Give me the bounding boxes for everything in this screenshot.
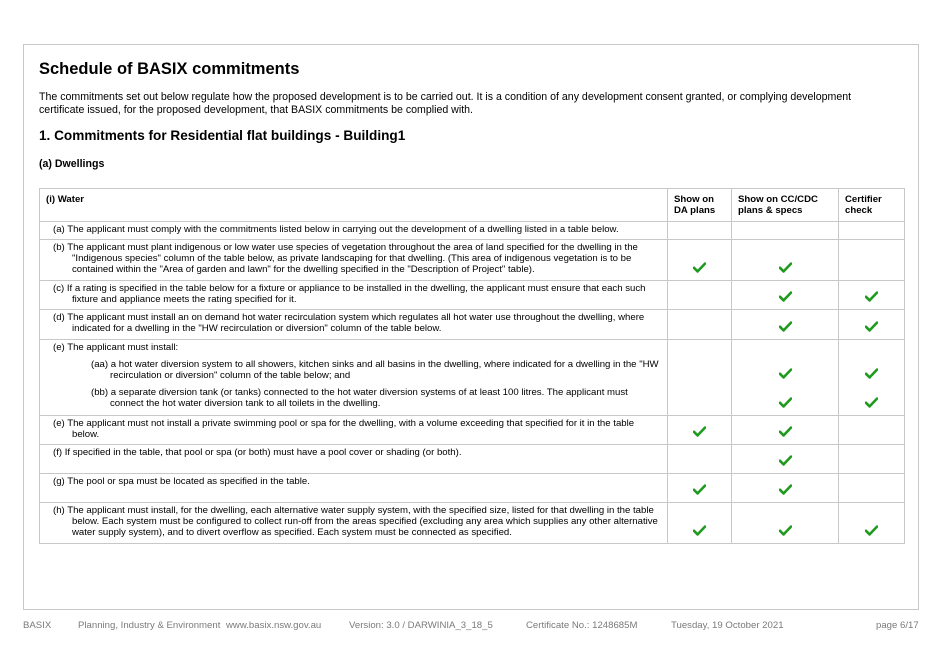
header-certifier: Certifier check xyxy=(839,189,905,222)
row-text: (g) The pool or spa must be located as specified in the table. xyxy=(53,476,310,487)
footer-website[interactable]: www.basix.nsw.gov.au xyxy=(226,620,322,631)
row-text: (f) If specified in the table, that pool or spa (or both) must have a pool cover or shading (or both). xyxy=(53,447,462,458)
footer-brand: BASIX xyxy=(23,620,52,631)
commitments-table xyxy=(39,188,905,544)
check-icon xyxy=(779,321,792,332)
row-text: (a) The applicant must comply with the commitments listed below in carrying out the development of a dwelling listed in a table below. xyxy=(53,224,619,235)
check-icon xyxy=(779,397,792,408)
check-icon xyxy=(779,525,792,536)
check-icon xyxy=(865,321,878,332)
table-row xyxy=(40,222,905,240)
table-header-row xyxy=(40,189,905,222)
row-text: (d) The applicant must install an on demand hot water recirculation system which regulates all hot water use throughout the dwelling, where indicated for a dwelling in the "HW recirculation or diversion" column of the table below. xyxy=(53,312,645,334)
check-icon xyxy=(865,291,878,302)
check-icon xyxy=(779,291,792,302)
header-cc-cdc: Show on CC/CDC plans & specs xyxy=(732,189,839,222)
check-icon xyxy=(693,426,706,437)
table-row xyxy=(40,281,905,310)
check-icon xyxy=(865,368,878,379)
check-icon xyxy=(865,397,878,408)
row-subitem-aa: (aa) a hot water diversion system to all showers, kitchen sinks and all basins in the dwelling, where indicated for a dwelling in the "HW recirculation or diversion" column of the table below; and xyxy=(91,359,659,381)
table-row xyxy=(40,503,905,544)
table-row xyxy=(40,416,905,445)
footer-version: Version: 3.0 / DARWINIA_3_18_5 xyxy=(349,620,493,631)
footer-department: Planning, Industry & Environment xyxy=(78,620,221,631)
check-icon xyxy=(779,368,792,379)
table-row xyxy=(40,340,905,416)
table-row xyxy=(40,445,905,474)
check-icon xyxy=(779,455,792,466)
row-text: (c) If a rating is specified in the table below for a fixture or appliance to be installed in the dwelling, the applicant must ensure that each such fixture and appliance meets the rating specified for it. xyxy=(53,283,646,305)
check-icon xyxy=(693,262,706,273)
subsection-title: (a) Dwellings xyxy=(39,158,105,170)
table-row xyxy=(40,474,905,503)
row-subitem-bb: (bb) a separate diversion tank (or tanks) connected to the hot water diversion systems of at least 100 litres. The applicant must connect the hot water diversion tank to all toilets in the dwelling. xyxy=(91,387,628,409)
row-text: (e) The applicant must install: xyxy=(53,342,179,353)
section-title: 1. Commitments for Residential flat buildings - Building1 xyxy=(39,128,406,143)
check-icon xyxy=(779,426,792,437)
table-row xyxy=(40,310,905,340)
row-text: (h) The applicant must install, for the dwelling, each alternative water supply system, with the specified size, listed for that dwelling in the table below. Each system must be configured to collect run-off from the areas specified (excluding any area which supplies any other alternative water supply system), and to divert overflow as specified. Each system must be connected as specified. xyxy=(53,505,658,538)
header-da-plans: Show on DA plans xyxy=(668,189,732,222)
footer-page-number: page 6/17 xyxy=(876,620,919,631)
check-icon xyxy=(693,484,706,495)
document-title: Schedule of BASIX commitments xyxy=(39,60,300,78)
intro-paragraph: The commitments set out below regulate how the proposed development is to be carried out. It is a condition of any development consent granted, or complying development certificate issued, for the proposed development, that BASIX commitments be complied with. xyxy=(39,91,852,116)
check-icon xyxy=(779,262,792,273)
table-row xyxy=(40,240,905,281)
check-icon xyxy=(693,525,706,536)
row-text: (e) The applicant must not install a private swimming pool or spa for the dwelling, with a volume exceeding that specified for it in the table below. xyxy=(53,418,635,440)
row-text: (b) The applicant must plant indigenous or low water use species of vegetation throughout the area of land specified for the dwelling in the "Indigenous species" column of the table below, as private landscaping for that dwelling. (This area of indigenous vegetation is to be contained within the "Area of garden and lawn" for the dwelling specified in the "Description of Project" table). xyxy=(53,242,638,275)
check-icon xyxy=(865,525,878,536)
footer-date: Tuesday, 19 October 2021 xyxy=(671,620,784,631)
check-icon xyxy=(779,484,792,495)
header-description: (i) Water xyxy=(40,189,668,222)
footer-certificate: Certificate No.: 1248685M xyxy=(526,620,638,631)
